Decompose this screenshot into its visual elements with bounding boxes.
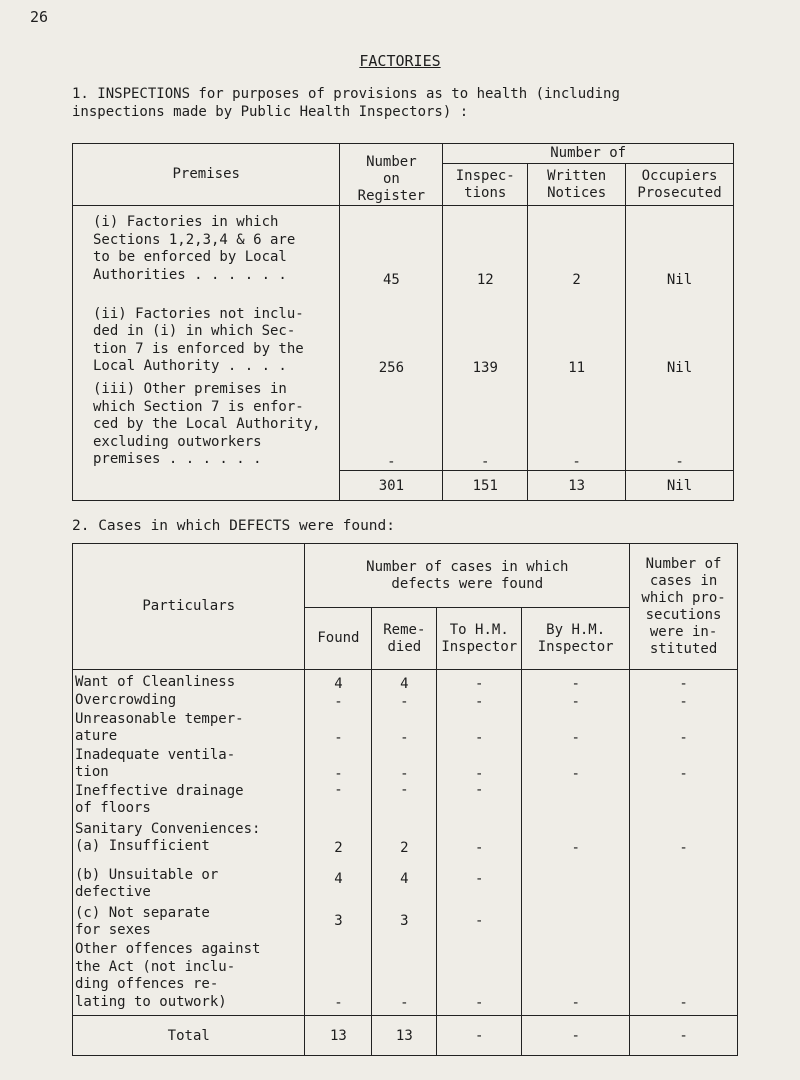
header-to-hm-inspector: To H.M. Inspector bbox=[437, 608, 522, 670]
header-written-notices: Written Notices bbox=[528, 164, 626, 206]
found-cell: 2 bbox=[305, 818, 372, 856]
total-row bbox=[73, 1016, 738, 1056]
by-hm-cell: - bbox=[522, 710, 630, 746]
by-hm-cell bbox=[522, 902, 630, 940]
table-row bbox=[73, 856, 738, 902]
found-cell: 3 bbox=[305, 902, 372, 940]
to-hm-cell: - bbox=[437, 692, 522, 710]
header-premises: Premises bbox=[73, 144, 340, 206]
header-found: Found bbox=[305, 608, 372, 670]
found-cell: - bbox=[305, 710, 372, 746]
prosecutions-cell: - bbox=[630, 670, 738, 692]
total-label: Total bbox=[73, 1016, 305, 1056]
by-hm-cell: - bbox=[522, 818, 630, 856]
found-cell: - bbox=[305, 746, 372, 782]
prosecutions-cell: - bbox=[630, 940, 738, 1016]
header-number-of: Number of bbox=[443, 144, 734, 164]
defects-table bbox=[72, 543, 738, 1056]
section2-heading: 2. Cases in which DEFECTS were found: bbox=[72, 518, 396, 534]
header-by-hm-inspector: By H.M. Inspector bbox=[522, 608, 630, 670]
particular-cell: (b) Unsuitable or defective bbox=[73, 856, 305, 902]
table-row bbox=[73, 376, 734, 471]
total-prosecutions: - bbox=[630, 1016, 738, 1056]
prosecutions-cell: - bbox=[630, 710, 738, 746]
prosecutions-cell: - bbox=[630, 692, 738, 710]
total-by-hm: - bbox=[522, 1016, 630, 1056]
prosecutions-cell bbox=[630, 782, 738, 818]
remedied-cell: 3 bbox=[372, 902, 437, 940]
to-hm-cell: - bbox=[437, 670, 522, 692]
particular-cell: Want of Cleanliness bbox=[73, 670, 305, 692]
particular-cell: Inadequate ventila- tion bbox=[73, 746, 305, 782]
inspections-table bbox=[72, 143, 734, 501]
notices-cell: - bbox=[528, 376, 626, 471]
page-number: 26 bbox=[30, 8, 49, 26]
totals-row bbox=[73, 471, 734, 501]
table-row bbox=[73, 902, 738, 940]
prosecutions-cell: - bbox=[630, 818, 738, 856]
inspections-cell: 139 bbox=[443, 288, 528, 376]
remedied-cell: - bbox=[372, 940, 437, 1016]
prosecutions-cell bbox=[630, 856, 738, 902]
total-inspections: 151 bbox=[443, 471, 528, 501]
header-particulars: Particulars bbox=[73, 544, 305, 670]
remedied-cell: 2 bbox=[372, 818, 437, 856]
table-row bbox=[73, 782, 738, 818]
header-cases-found: Number of cases in which defects were found bbox=[305, 544, 630, 608]
table-row bbox=[73, 206, 734, 288]
table-row bbox=[73, 818, 738, 856]
particular-cell: Other offences against the Act (not inclu- ding offences re- lating to outwork) bbox=[73, 940, 305, 1016]
remedied-cell: - bbox=[372, 746, 437, 782]
by-hm-cell: - bbox=[522, 940, 630, 1016]
table-row bbox=[73, 746, 738, 782]
to-hm-cell: - bbox=[437, 856, 522, 902]
inspections-cell: - bbox=[443, 376, 528, 471]
particular-cell: Unreasonable temper- ature bbox=[73, 710, 305, 746]
register-cell: 45 bbox=[340, 206, 443, 288]
notices-cell: 11 bbox=[528, 288, 626, 376]
by-hm-cell: - bbox=[522, 746, 630, 782]
header-occupiers-prosecuted: Occupiers Prosecuted bbox=[626, 164, 734, 206]
inspections-cell: 12 bbox=[443, 206, 528, 288]
header-number-on-register: Number on Register bbox=[340, 144, 443, 206]
to-hm-cell: - bbox=[437, 818, 522, 856]
remedied-cell: - bbox=[372, 710, 437, 746]
prosecuted-cell: Nil bbox=[626, 288, 734, 376]
prosecutions-cell: - bbox=[630, 746, 738, 782]
found-cell: 4 bbox=[305, 670, 372, 692]
premises-cell: (i) Factories in which Sections 1,2,3,4 & 6 are to be enforced by Local Authorities . . . . . . bbox=[73, 206, 340, 288]
premises-cell: (iii) Other premises in which Section 7 is enfor- ced by the Local Authority, excluding outworkers premises . . . . . . bbox=[73, 376, 340, 471]
table-row bbox=[73, 670, 738, 692]
register-cell: - bbox=[340, 376, 443, 471]
found-cell: - bbox=[305, 782, 372, 818]
to-hm-cell: - bbox=[437, 746, 522, 782]
total-to-hm: - bbox=[437, 1016, 522, 1056]
by-hm-cell bbox=[522, 782, 630, 818]
header-inspections: Inspec- tions bbox=[443, 164, 528, 206]
notices-cell: 2 bbox=[528, 206, 626, 288]
totals-label-cell bbox=[73, 471, 340, 501]
particular-cell: Overcrowding bbox=[73, 692, 305, 710]
particular-cell: Sanitary Conveniences: (a) Insufficient bbox=[73, 818, 305, 856]
table-row bbox=[73, 288, 734, 376]
found-cell: 4 bbox=[305, 856, 372, 902]
found-cell: - bbox=[305, 940, 372, 1016]
particular-cell: Ineffective drainage of floors bbox=[73, 782, 305, 818]
to-hm-cell: - bbox=[437, 902, 522, 940]
total-found: 13 bbox=[305, 1016, 372, 1056]
table-row bbox=[73, 940, 738, 1016]
header-remedied: Reme- died bbox=[372, 608, 437, 670]
page-title bbox=[0, 52, 800, 70]
found-cell: - bbox=[305, 692, 372, 710]
total-register: 301 bbox=[340, 471, 443, 501]
by-hm-cell: - bbox=[522, 692, 630, 710]
premises-cell: (ii) Factories not inclu- ded in (i) in which Sec- tion 7 is enforced by the Local Authority . . . . bbox=[73, 288, 340, 376]
prosecutions-cell bbox=[630, 902, 738, 940]
header-prosecutions: Number of cases in which pro- secutions were in- stituted bbox=[630, 544, 738, 670]
section1-heading: 1. INSPECTIONS for purposes of provisions as to health (including inspections made by Public Health Inspectors) : bbox=[72, 86, 620, 120]
to-hm-cell: - bbox=[437, 782, 522, 818]
total-remedied: 13 bbox=[372, 1016, 437, 1056]
by-hm-cell bbox=[522, 856, 630, 902]
remedied-cell: - bbox=[372, 782, 437, 818]
total-notices: 13 bbox=[528, 471, 626, 501]
table-row bbox=[73, 710, 738, 746]
particular-cell: (c) Not separate for sexes bbox=[73, 902, 305, 940]
by-hm-cell: - bbox=[522, 670, 630, 692]
table-row bbox=[73, 692, 738, 710]
remedied-cell: - bbox=[372, 692, 437, 710]
to-hm-cell: - bbox=[437, 940, 522, 1016]
to-hm-cell: - bbox=[437, 710, 522, 746]
remedied-cell: 4 bbox=[372, 670, 437, 692]
title-text: FACTORIES bbox=[359, 52, 441, 70]
total-prosecuted: Nil bbox=[626, 471, 734, 501]
remedied-cell: 4 bbox=[372, 856, 437, 902]
prosecuted-cell: - bbox=[626, 376, 734, 471]
prosecuted-cell: Nil bbox=[626, 206, 734, 288]
register-cell: 256 bbox=[340, 288, 443, 376]
